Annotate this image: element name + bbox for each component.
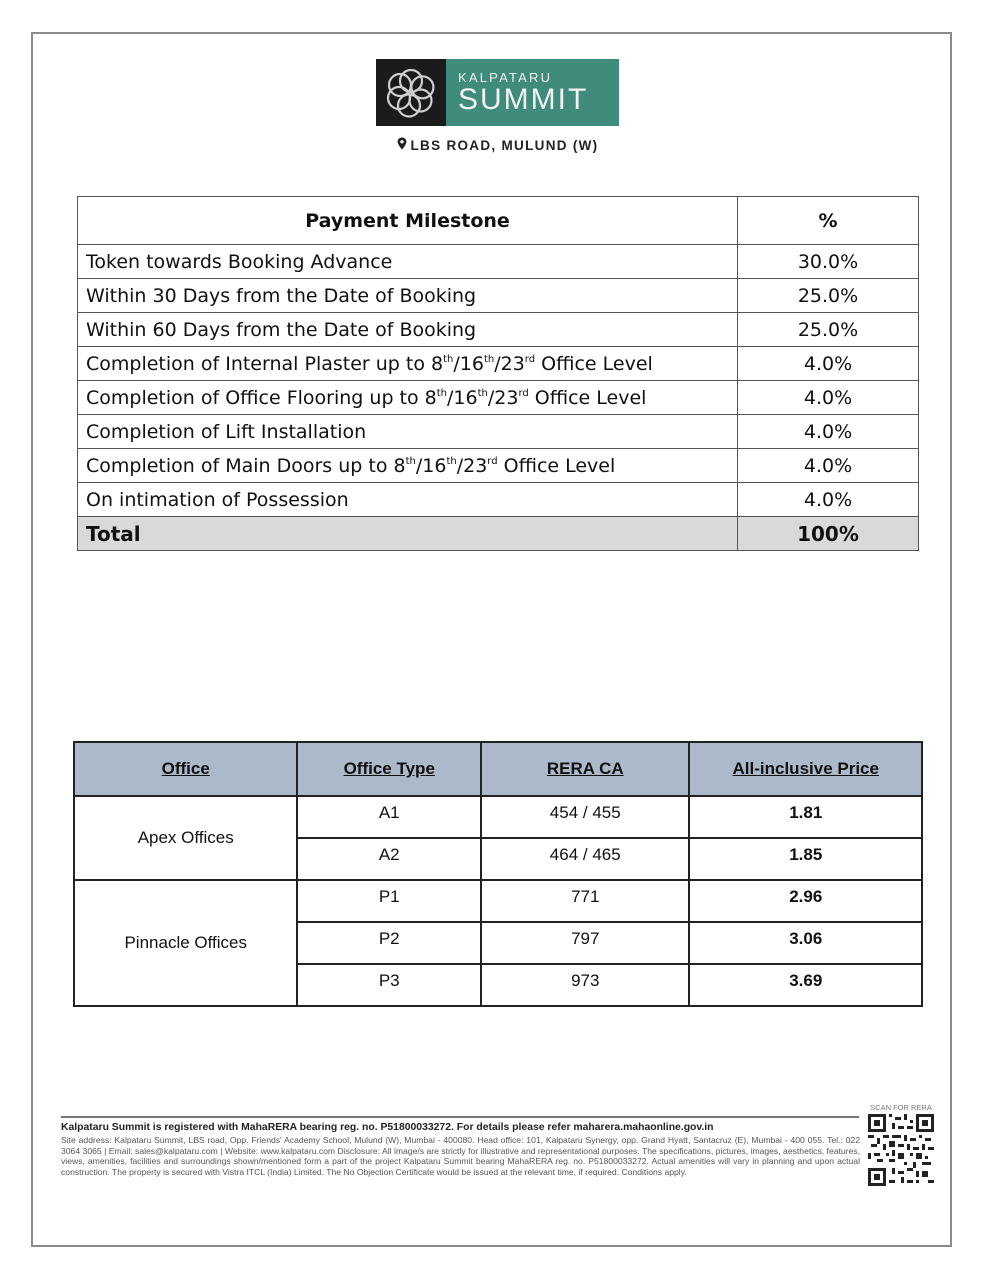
- office-type-cell: A1: [297, 796, 481, 838]
- ordinal-suffix: th: [443, 353, 454, 365]
- milestone-cell: [78, 347, 738, 381]
- ordinal-suffix: th: [477, 387, 488, 399]
- milestone-text: Office Level: [535, 352, 653, 375]
- table-row: [78, 415, 919, 449]
- payment-table-header: [78, 197, 919, 245]
- percent-cell: 4.0%: [738, 483, 919, 517]
- table-row: [78, 449, 919, 483]
- table-row: [78, 381, 919, 415]
- ordinal-suffix: th: [405, 455, 416, 467]
- table-row: [78, 245, 919, 279]
- rera-ca-cell: 464 / 465: [481, 838, 689, 880]
- level-number: /23: [456, 454, 488, 477]
- percent-cell: 25.0%: [738, 313, 919, 347]
- swirl-logo-icon: [376, 59, 446, 126]
- percent-cell: 25.0%: [738, 279, 919, 313]
- ordinal-suffix: rd: [518, 387, 529, 399]
- payment-milestone-table: [77, 196, 919, 551]
- price-cell: 2.96: [689, 880, 922, 922]
- milestone-cell: [78, 449, 738, 483]
- qr-code-icon[interactable]: [868, 1114, 934, 1186]
- ordinal-suffix: rd: [524, 353, 536, 365]
- table-row: [74, 796, 922, 838]
- percent-cell: 30.0%: [738, 245, 919, 279]
- map-pin-icon: [397, 137, 407, 153]
- price-cell: 3.06: [689, 922, 922, 964]
- level-number: 8: [393, 454, 406, 477]
- level-number: /16: [415, 454, 447, 477]
- location-text: LBS ROAD, MULUND (W): [410, 137, 599, 153]
- rera-ca-cell: 771: [481, 880, 689, 922]
- price-column-header: All-inclusive Price: [689, 742, 922, 796]
- percent-cell: 4.0%: [738, 381, 919, 415]
- ordinal-suffix: th: [483, 353, 495, 365]
- office-type-cell: P3: [297, 964, 481, 1006]
- rera-ca-cell: 454 / 455: [481, 796, 689, 838]
- milestone-cell: On intimation of Possession: [78, 483, 738, 517]
- rera-ca-column-header: RERA CA: [481, 742, 689, 796]
- total-percent: 100%: [738, 517, 919, 551]
- disclaimer-text: Site address: Kalpataru Summit, LBS road, Opp. Friends' Academy School, Mulund (W), Mumbai - 400080. Head office: 101, Kalpataru Synergy, opp. Grand Hyatt, Santacruz (E), Mumbai - 400 055. Tel.: 022 3064 3065 | Email: sales@kalpataru.com | Website: www.kalpataru.com Disclosure: All image/s are strictly for illustrative and representational purposes. The specifications, pictures, images, aesthetics, features, views, amenities, facilities and surroundings shown/mentioned form a part of the project Kalpataru Summit bearing MahaRERA reg. no. P51800033272. Actual amenities will vary in planning and upon actual construction. The property is secured with Vistra ITCL (India) Limited. The No Objection Certificate would be issued at the relevant time, if required. Conditions apply.: [61, 1135, 860, 1177]
- level-number: 8: [431, 352, 444, 375]
- price-cell: 1.85: [689, 838, 922, 880]
- total-label: Total: [78, 517, 738, 551]
- price-table-header: [74, 742, 922, 796]
- milestone-cell: Token towards Booking Advance: [78, 245, 738, 279]
- price-cell: 3.69: [689, 964, 922, 1006]
- office-group-apex: Apex Offices: [74, 796, 297, 880]
- level-number: 8: [424, 386, 437, 409]
- level-number: /23: [487, 386, 519, 409]
- office-type-column-header: Office Type: [297, 742, 481, 796]
- kalpataru-summit-logo: [376, 59, 619, 126]
- percent-cell: 4.0%: [738, 449, 919, 483]
- location-line: [376, 137, 619, 153]
- office-type-cell: P2: [297, 922, 481, 964]
- table-row: [78, 279, 919, 313]
- rera-registration-text: Kalpataru Summit is registered with MahaRERA bearing reg. no. P51800033272. For details please refer maharera.mahaonline.gov.in: [61, 1122, 714, 1133]
- milestone-text: Completion of Office Flooring up to: [86, 386, 425, 409]
- rera-ca-cell: 797: [481, 922, 689, 964]
- milestone-text: Completion of Internal Plaster up to: [86, 352, 432, 375]
- total-row: [78, 517, 919, 551]
- milestone-cell: Completion of Lift Installation: [78, 415, 738, 449]
- milestone-text: Office Level: [528, 386, 647, 409]
- milestone-cell: [78, 381, 738, 415]
- office-type-cell: A2: [297, 838, 481, 880]
- level-number: /16: [453, 352, 484, 375]
- percent-column-header: %: [738, 197, 919, 245]
- milestone-cell: Within 60 Days from the Date of Booking: [78, 313, 738, 347]
- milestone-text: Office Level: [497, 454, 616, 477]
- ordinal-suffix: rd: [487, 455, 498, 467]
- percent-cell: 4.0%: [738, 415, 919, 449]
- office-type-cell: P1: [297, 880, 481, 922]
- table-row: [78, 483, 919, 517]
- percent-cell: 4.0%: [738, 347, 919, 381]
- office-price-table: [73, 741, 923, 1007]
- milestone-column-header: Payment Milestone: [78, 197, 738, 245]
- logo-brand: KALPATARU: [458, 69, 553, 85]
- ordinal-suffix: th: [436, 387, 448, 399]
- logo-wordmark: [446, 59, 619, 126]
- table-row: [78, 347, 919, 381]
- logo-name: SUMMIT: [458, 82, 589, 116]
- rera-ca-cell: 973: [481, 964, 689, 1006]
- table-row: [78, 313, 919, 347]
- office-group-pinnacle: Pinnacle Offices: [74, 880, 297, 1006]
- footer-divider: [61, 1116, 859, 1118]
- qr-label: SCAN FOR RERA: [870, 1103, 932, 1112]
- level-number: /23: [494, 352, 525, 375]
- level-number: /16: [447, 386, 478, 409]
- table-row: [74, 880, 922, 922]
- ordinal-suffix: th: [446, 455, 457, 467]
- milestone-text: Completion of Main Doors up to: [86, 454, 394, 477]
- office-column-header: Office: [74, 742, 297, 796]
- price-cell: 1.81: [689, 796, 922, 838]
- milestone-cell: Within 30 Days from the Date of Booking: [78, 279, 738, 313]
